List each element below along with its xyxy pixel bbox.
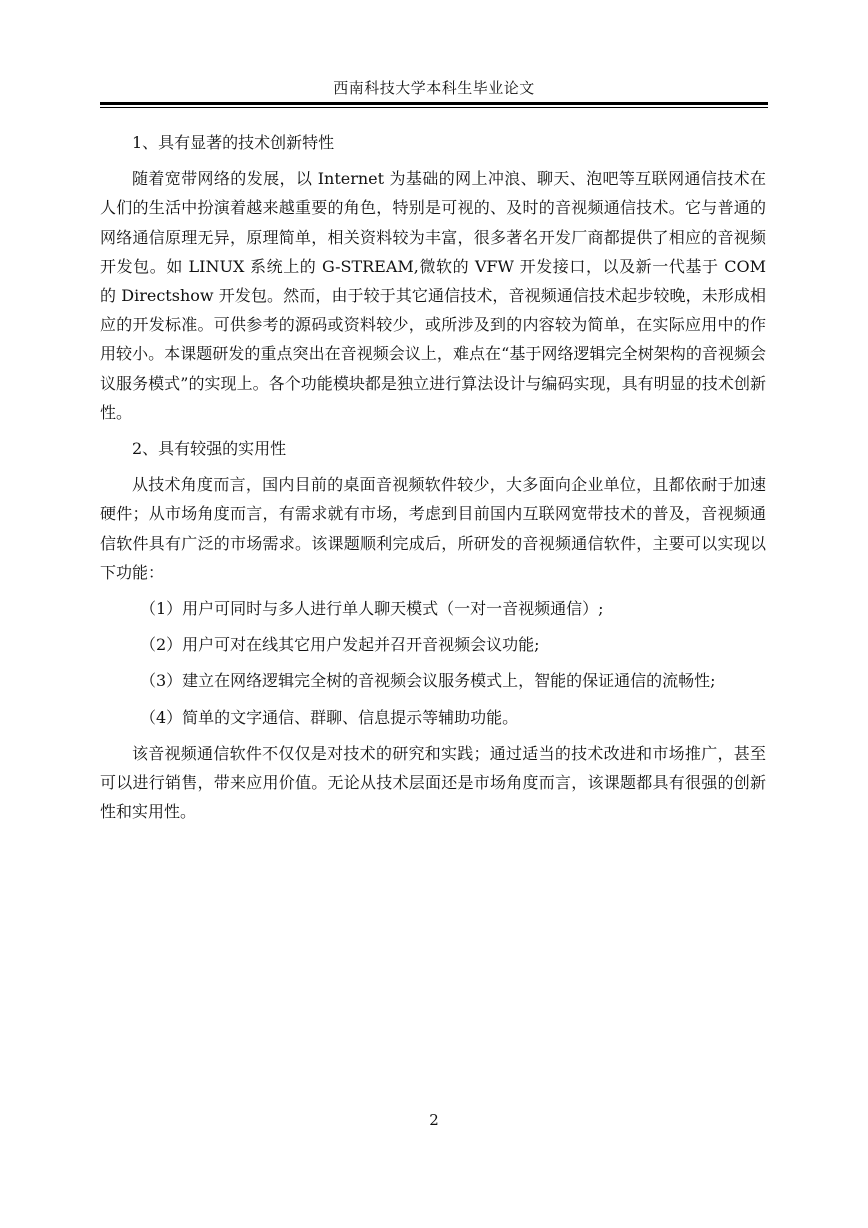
paragraph-innovation: 随着宽带网络的发展，以 Internet 为基础的网上冲浪、聊天、泡吧等互联网通信技术在人们的生活中扮演着越来越重要的角色，特别是可视的、及时的音视频通信技术。它与普通的网络通信原理无异，原理简单，相关资料较为丰富，很多著名开发厂商都提供了相应的音视频开发包。如 LINUX 系统上的 G-STREAM,微软的 VFW 开发接口，以及新一代基于 COM 的 Directshow 开发包。然而，由于较于其它通信技术，音视频通信技术起步较晚，未形成相应的开发标准。可供参考的源码或资料较少，或所涉及到的内容较为简单，在实际应用中的作用较小。本课题研发的重点突出在音视频会议上，难点在“基于网络逻辑完全树架构的音视频会议服务模式”的实现上。各个功能模块都是独立进行算法设计与编码实现，具有明显的技术创新性。: [100, 169, 766, 422]
section-heading-practicality: 2、具有较强的实用性: [132, 439, 287, 459]
feature-list-item-4: （4）简单的文字通信、群聊、信息提示等辅助功能。: [140, 707, 519, 727]
feature-list-item-3: （3）建立在网络逻辑完全树的音视频会议服务模式上，智能的保证通信的流畅性;: [140, 671, 716, 691]
feature-list-item-2: （2）用户可对在线其它用户发起并召开音视频会议功能;: [140, 635, 540, 655]
feature-list-item-1: （1）用户可同时与多人进行单人聊天模式（一对一音视频通信）;: [140, 599, 604, 619]
page-header-title: 西南科技大学本科生毕业论文: [333, 79, 535, 97]
page-number: 2: [429, 1111, 439, 1129]
header-rule-thin: [100, 107, 768, 108]
paragraph-practicality: 从技术角度而言，国内目前的桌面音视频软件较少，大多面向企业单位，且都依耐于加速硬件；从市场角度而言，有需求就有市场，考虑到目前国内互联网宽带技术的普及，音视频通信软件具有广泛的市场需求。该课题顺利完成后，所研发的音视频通信软件，主要可以实现以下功能：: [100, 475, 766, 582]
document-body: [100, 128, 766, 833]
header-rule-thick: [100, 102, 768, 105]
section-heading-innovation: 1、具有显著的技术创新特性: [132, 133, 335, 152]
paragraph-conclusion: 该音视频通信软件不仅仅是对技术的研究和实践；通过适当的技术改进和市场推广，甚至可以进行销售，带来应用价值。无论从技术层面还是市场角度而言，该课题都具有很强的创新性和实用性。: [100, 743, 766, 822]
